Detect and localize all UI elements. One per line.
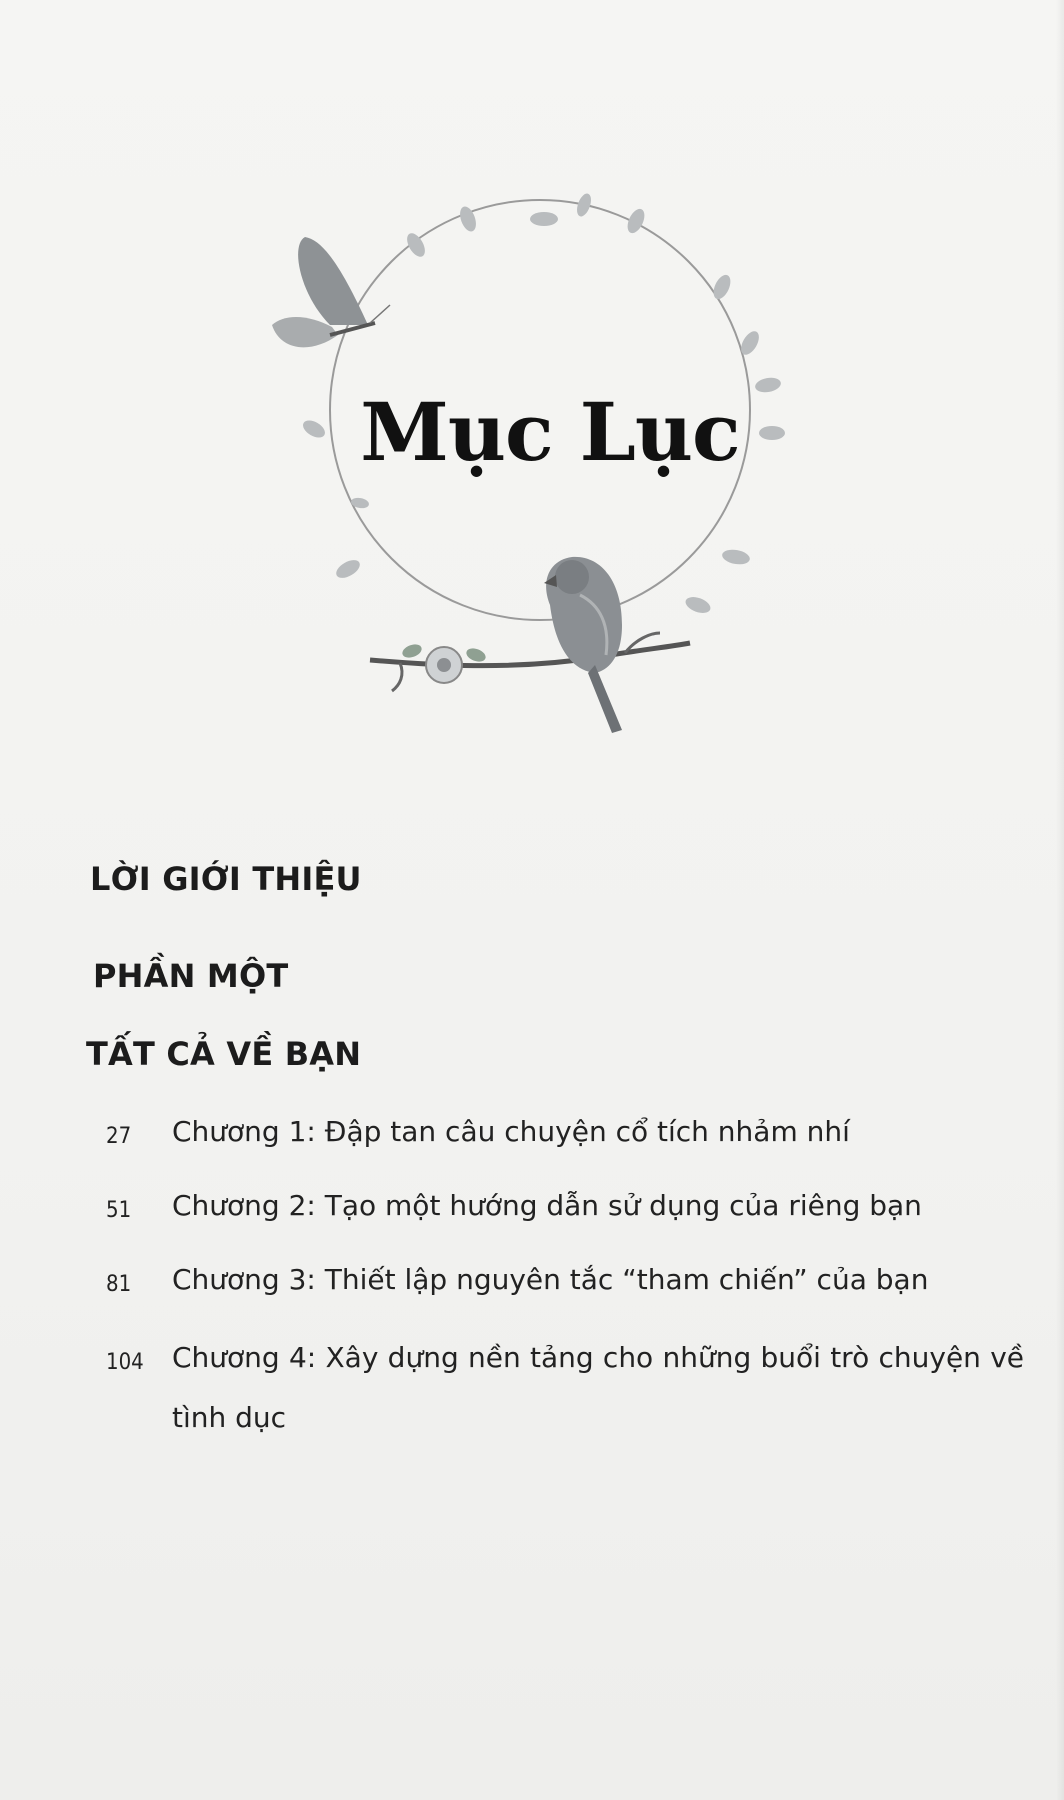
toc-page-number: 27 [106,1124,132,1149]
toc-page-number: 81 [106,1272,132,1297]
heading-part-one-title: TẤT CẢ VỀ BẠN [86,1035,362,1073]
toc-chapter-title: Chương 2: Tạo một hướng dẫn sử dụng của riêng bạn [172,1189,922,1222]
toc-chapter-title-line-2: tình dục [172,1401,287,1434]
heading-part-one: PHẦN MỘT [93,957,289,995]
toc-chapter-title: Chương 3: Thiết lập nguyên tắc “tham chiến” của bạn [172,1263,929,1296]
butterfly-icon [272,237,390,347]
toc-chapter-title-line-1: Chương 4: Xây dựng nền tảng cho những buổi trò chuyện về [172,1341,1024,1374]
toc-chapter-title: Chương 1: Đập tan câu chuyện cổ tích nhảm nhí [172,1115,850,1148]
page-title: Mục Lục [360,385,740,479]
branch-icon [370,633,690,691]
heading-intro: LỜI GIỚI THIỆU [90,860,362,898]
page-edge-shadow [1056,0,1064,1800]
toc-page-number: 51 [106,1198,132,1223]
bird-icon [544,557,622,733]
toc-page-number: 104 [106,1350,144,1375]
